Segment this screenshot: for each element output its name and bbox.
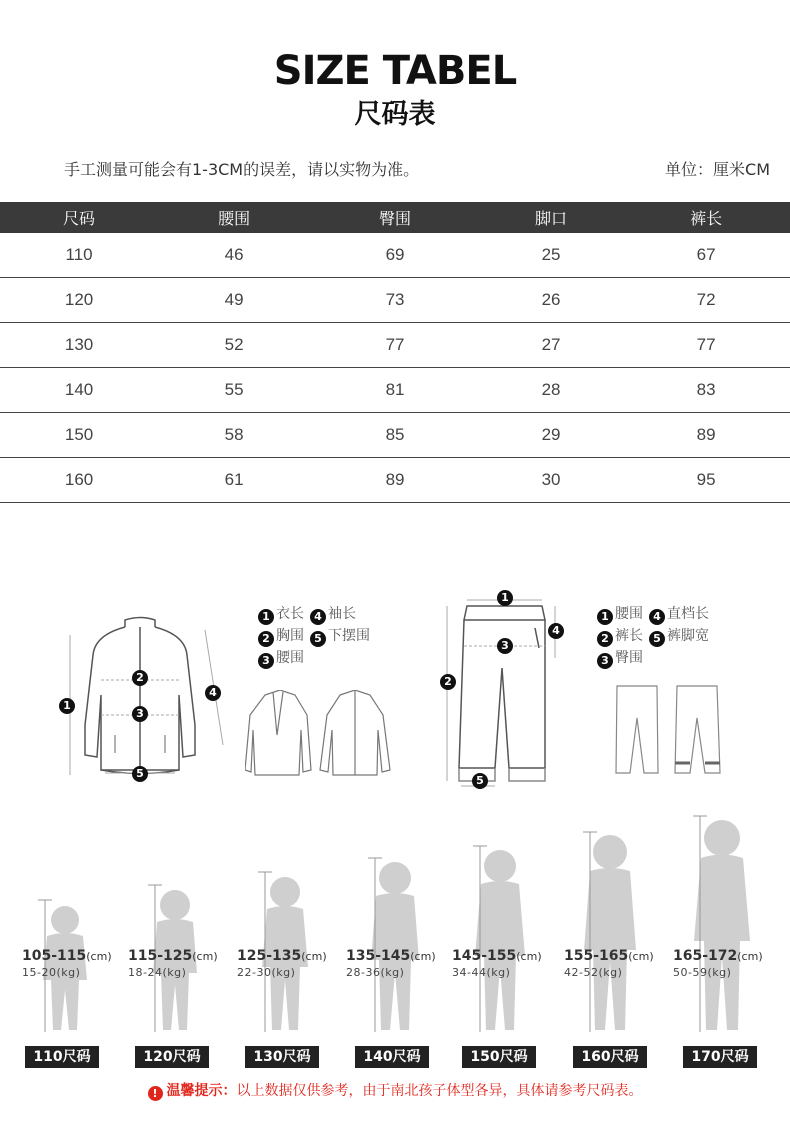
legend-label: 直档长 xyxy=(667,606,709,622)
column-header: 尺码 xyxy=(0,202,158,233)
table-cell: 89 xyxy=(622,413,790,458)
legend-number: 2 xyxy=(597,631,613,647)
height-range: 165-172(cm) xyxy=(673,948,763,964)
legend-label: 腰围 xyxy=(615,606,643,622)
table-cell: 61 xyxy=(158,458,310,503)
pants-marker-1: 1 xyxy=(497,590,513,606)
coat-shirt-illustration xyxy=(245,690,405,780)
table-cell: 73 xyxy=(310,278,480,323)
pants-marker-2: 2 xyxy=(440,674,456,690)
column-header: 裤长 xyxy=(622,202,790,233)
table-cell: 120 xyxy=(0,278,158,323)
unit-label: 单位：厘米CM xyxy=(665,160,770,179)
weight-range: 42-52(kg) xyxy=(564,966,623,979)
pants-marker-5: 5 xyxy=(472,773,488,789)
table-row xyxy=(0,458,790,503)
size-badge: 140尺码 xyxy=(355,1046,429,1068)
legend-number: 2 xyxy=(258,631,274,647)
height-range: 145-155(cm) xyxy=(452,948,542,964)
measure-note: 手工测量可能会有1-3CM的误差，请以实物为准。 xyxy=(64,160,420,179)
table-row xyxy=(0,278,790,323)
weight-range: 15-20(kg) xyxy=(22,966,81,979)
legend-label: 袖长 xyxy=(328,606,356,622)
pants-legend xyxy=(597,603,737,669)
legend-number: 3 xyxy=(258,653,274,669)
legend-number: 1 xyxy=(258,609,274,625)
weight-range: 28-36(kg) xyxy=(346,966,405,979)
table-cell: 52 xyxy=(158,323,310,368)
table-row xyxy=(0,413,790,458)
table-cell: 28 xyxy=(480,368,622,413)
pants-illustration xyxy=(437,588,577,793)
table-cell: 30 xyxy=(480,458,622,503)
table-cell: 67 xyxy=(622,233,790,278)
table-cell: 81 xyxy=(310,368,480,413)
legend-label: 下摆围 xyxy=(328,628,370,644)
column-header: 腰围 xyxy=(158,202,310,233)
weight-range: 50-59(kg) xyxy=(673,966,732,979)
table-cell: 29 xyxy=(480,413,622,458)
legend-number: 4 xyxy=(310,609,326,625)
table-cell: 49 xyxy=(158,278,310,323)
warning-icon: ! xyxy=(148,1086,163,1101)
table-cell: 140 xyxy=(0,368,158,413)
marker-3: 3 xyxy=(132,706,148,722)
legend-label: 裤长 xyxy=(615,628,643,644)
weight-range: 22-30(kg) xyxy=(237,966,296,979)
height-range: 135-145(cm) xyxy=(346,948,436,964)
table-cell: 89 xyxy=(310,458,480,503)
table-cell: 72 xyxy=(622,278,790,323)
table-cell: 55 xyxy=(158,368,310,413)
legend-number: 5 xyxy=(310,631,326,647)
size-badge: 150尺码 xyxy=(462,1046,536,1068)
size-badge: 170尺码 xyxy=(683,1046,757,1068)
marker-4: 4 xyxy=(205,685,221,701)
warm-tip xyxy=(0,1080,790,1101)
size-badge: 130尺码 xyxy=(245,1046,319,1068)
table-cell: 150 xyxy=(0,413,158,458)
table-cell: 25 xyxy=(480,233,622,278)
table-row xyxy=(0,233,790,278)
marker-2: 2 xyxy=(132,670,148,686)
legend-number: 3 xyxy=(597,653,613,669)
legend-label: 衣长 xyxy=(276,606,304,622)
height-range: 105-115(cm) xyxy=(22,948,112,964)
jacket-legend xyxy=(258,603,398,669)
table-cell: 77 xyxy=(622,323,790,368)
table-cell: 83 xyxy=(622,368,790,413)
table-cell: 27 xyxy=(480,323,622,368)
small-pants-illustration xyxy=(612,683,732,778)
size-badge: 110尺码 xyxy=(25,1046,99,1068)
weight-range: 18-24(kg) xyxy=(128,966,187,979)
table-cell: 85 xyxy=(310,413,480,458)
table-cell: 46 xyxy=(158,233,310,278)
table-cell: 130 xyxy=(0,323,158,368)
legend-number: 1 xyxy=(597,609,613,625)
kids-silhouettes xyxy=(0,810,790,1040)
legend-number: 5 xyxy=(649,631,665,647)
table-row xyxy=(0,323,790,368)
height-range: 125-135(cm) xyxy=(237,948,327,964)
legend-label: 裤脚宽 xyxy=(667,628,709,644)
marker-1: 1 xyxy=(59,698,75,714)
table-row xyxy=(0,368,790,413)
size-badge: 120尺码 xyxy=(135,1046,209,1068)
table-cell: 77 xyxy=(310,323,480,368)
weight-range: 34-44(kg) xyxy=(452,966,511,979)
legend-label: 腰围 xyxy=(276,650,304,666)
size-table-header xyxy=(0,202,790,233)
column-header: 臀围 xyxy=(310,202,480,233)
legend-label: 胸围 xyxy=(276,628,304,644)
page-subtitle: 尺码表 xyxy=(354,99,436,130)
pants-marker-4: 4 xyxy=(548,623,564,639)
table-cell: 26 xyxy=(480,278,622,323)
legend-label: 臀围 xyxy=(615,650,643,666)
table-cell: 58 xyxy=(158,413,310,458)
tip-label: 温馨提示： xyxy=(166,1083,237,1099)
table-cell: 95 xyxy=(622,458,790,503)
column-header: 脚口 xyxy=(480,202,622,233)
size-badge: 160尺码 xyxy=(573,1046,647,1068)
table-cell: 160 xyxy=(0,458,158,503)
tip-text: 以上数据仅供参考，由于南北孩子体型各异，具体请参考尺码表。 xyxy=(236,1083,643,1099)
jacket-illustration xyxy=(55,615,245,790)
size-table xyxy=(0,202,790,503)
height-range: 155-165(cm) xyxy=(564,948,654,964)
marker-5: 5 xyxy=(132,766,148,782)
page-title: SIZE TABEL xyxy=(273,48,517,94)
pants-marker-3: 3 xyxy=(497,638,513,654)
legend-number: 4 xyxy=(649,609,665,625)
table-cell: 69 xyxy=(310,233,480,278)
height-range: 115-125(cm) xyxy=(128,948,218,964)
table-cell: 110 xyxy=(0,233,158,278)
